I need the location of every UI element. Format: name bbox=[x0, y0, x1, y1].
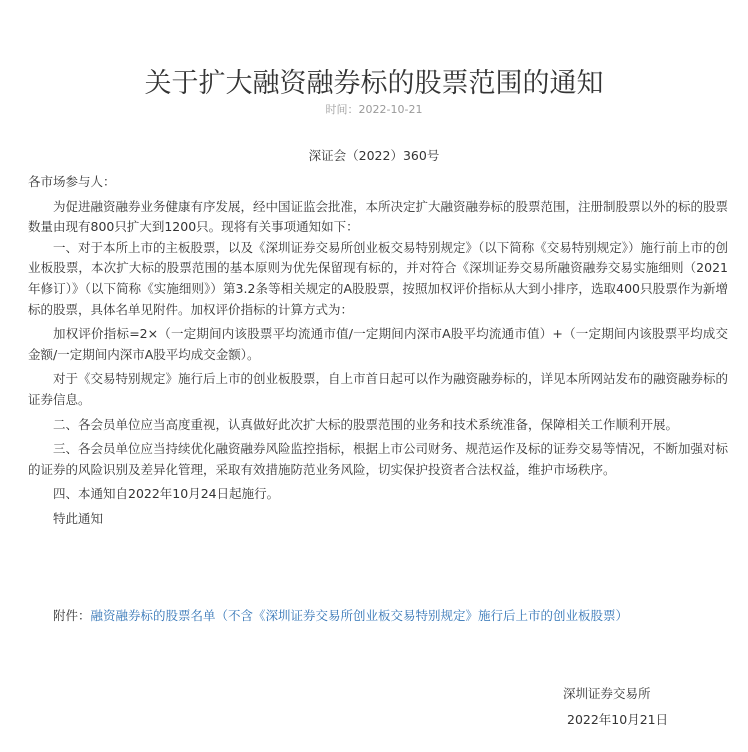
paragraph-closing: 特此通知 bbox=[53, 510, 104, 526]
publish-time-label: 时间： bbox=[325, 103, 359, 116]
paragraph-intro: 为促进融资融券业务健康有序发展，经中国证监会批准，本所决定扩大融资融券标的股票范围，注册制股票以外的标的股票数量由现有800只扩大到1200只。现将有关事项通知如下： bbox=[28, 198, 729, 235]
publish-time-value: 2022-10-21 bbox=[358, 103, 423, 116]
publish-time bbox=[0, 101, 748, 119]
paragraph-item-4: 四、本通知自2022年10月24日起施行。 bbox=[53, 486, 280, 502]
paragraph-item-2: 二、各会员单位应当高度重视，认真做好此次扩大标的股票范围的业务和技术系统准备，保障相关工作顺利开展。 bbox=[53, 416, 679, 432]
paragraph-formula: 加权评价指标=2×（一定期间内该股票平均流通市值/一定期间内深市A股平均流通市值）+（一定期间内该股票平均成交金额/一定期间内深市A股平均成交金额）。 bbox=[28, 326, 728, 362]
attachment bbox=[53, 606, 628, 626]
notice-body bbox=[28, 172, 728, 530]
issuer-signature: 深圳证券交易所 bbox=[563, 686, 651, 701]
attachment-label: 附件： bbox=[53, 608, 91, 623]
paragraph-item-3: 三、各会员单位应当持续优化融资融券风险监控指标，根据上市公司财务、规范运作及标的证券交易等情况，不断加强对标的证券的风险识别及差异化管理，采取有效措施防范业务风险，切实保护投资者合法权益，维护市场秩序。 bbox=[28, 441, 729, 477]
paragraph-chinext: 对于《交易特别规定》施行后上市的创业板股票，自上市首日起可以作为融资融券标的，详见本所网站发布的融资融券标的证券信息。 bbox=[28, 371, 729, 407]
notice-title: 关于扩大融资融券标的股票范围的通知 bbox=[144, 68, 604, 100]
salutation: 各市场参与人： bbox=[28, 174, 116, 189]
paragraph-item-1: 一、对于本所上市的主板股票，以及《深圳证券交易所创业板交易特别规定》（以下简称《交易特别规定》）施行前上市的创业板股票，本次扩大标的股票范围的基本原则为优先保留现有标的，并对符合《深圳证券交易所融资融券交易实施细则（2021年修订）》（以下简称《实施细则》）第3.2条等相关规定的A股股票，按照加权评价指标从大到小排序，选取400只股票作为新增标的股票，具体名单见附件。加权评价指标的计算方式为： bbox=[28, 239, 729, 317]
signature-date: 2022年10月21日 bbox=[567, 712, 669, 727]
attachment-link[interactable]: 融资融券标的股票名单（不含《深圳证券交易所创业板交易特别规定》施行后上市的创业板股票） bbox=[90, 608, 629, 623]
document-number: 深证会（2022）360号 bbox=[308, 148, 440, 163]
